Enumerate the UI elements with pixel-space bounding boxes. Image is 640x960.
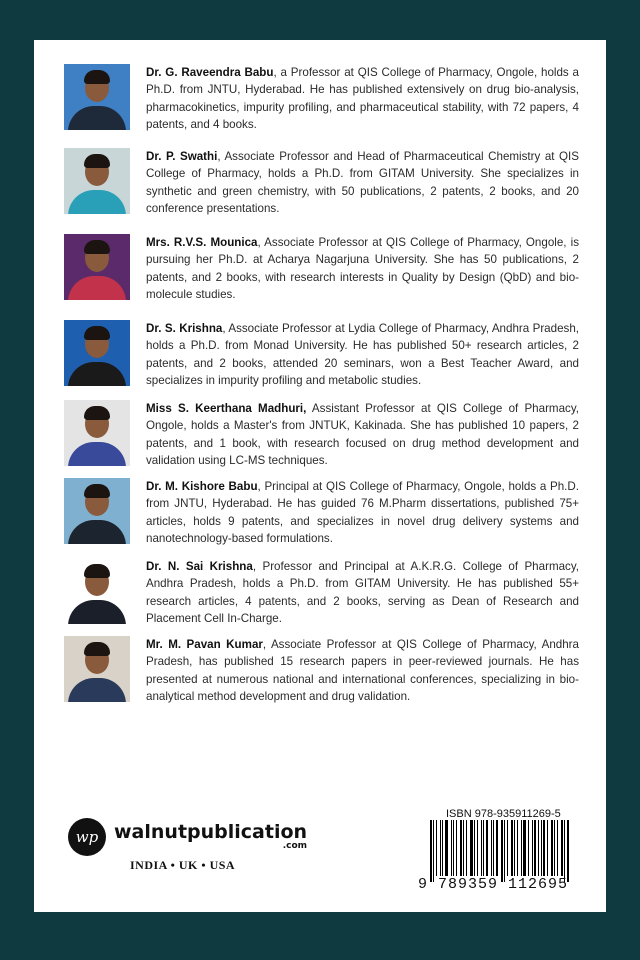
back-cover-panel — [34, 40, 606, 912]
barcode-bar — [554, 820, 555, 876]
author-name: Mrs. R.V.S. Mounica — [146, 236, 258, 249]
barcode-bar — [504, 820, 505, 882]
barcode-bar — [460, 820, 462, 876]
barcode-bar — [541, 820, 542, 876]
barcode-bar — [543, 820, 545, 876]
barcode-bar — [501, 820, 503, 882]
barcode-bar — [564, 820, 565, 882]
author-photo — [64, 636, 130, 702]
author-name: Mr. M. Pavan Kumar — [146, 638, 263, 651]
author-description: , Associate Professor at Lydia College of Pharmacy, Andhra Pradesh, holds a Ph.D. from Monad University. He has published 50+ research articles, 2 patents, and 2 books, attended 20 seminars, won a Best Teacher Award, and specializes in impurity profiling and metabolic studies. — [146, 322, 579, 388]
barcode-bar — [463, 820, 464, 876]
barcode-bar — [481, 820, 482, 876]
author-photo — [64, 558, 130, 624]
barcode-bar — [466, 820, 467, 876]
author-name: Dr. P. Swathi — [146, 150, 218, 163]
author-bio-1 — [64, 64, 579, 134]
author-bio-7 — [64, 558, 579, 628]
author-photo — [64, 400, 130, 466]
barcode-bar — [517, 820, 518, 876]
barcode-bar — [557, 820, 558, 876]
author-name: Dr. S. Krishna — [146, 322, 223, 335]
barcode-bar — [507, 820, 508, 876]
publisher-domain: .com — [282, 841, 308, 851]
author-bio-2 — [64, 148, 579, 218]
barcode-bar — [547, 820, 548, 876]
barcode-bar — [456, 820, 458, 876]
author-description: , a Professor at QIS College of Pharmacy, Ongole, holds a Ph.D. from JNTU, Hyderabad. He has published extensively on drug bio-analysis, pharmacokinetics, impurity profiling, and pharmaceutical stability, with 72 papers, 4 patents, and 4 books. — [146, 66, 579, 132]
walnut-logo-icon: wp — [68, 818, 106, 856]
barcode-bar — [430, 820, 432, 882]
barcode-bar — [528, 820, 529, 876]
author-bio-4 — [64, 320, 579, 390]
barcode-bar — [445, 820, 448, 876]
barcode-bar — [551, 820, 553, 876]
author-photo — [64, 64, 130, 130]
author-description: , Associate Professor at QIS College of Pharmacy, Andhra Pradesh, has published 15 research papers in peer-reviewed journals. He has presented at numerous national and international conferences, specializing in bio-analytical method development and drug validation. — [146, 638, 579, 704]
barcode-bar — [442, 820, 443, 876]
author-name: Dr. M. Kishore Babu — [146, 480, 258, 493]
author-bio-6 — [64, 478, 579, 548]
barcode-bar — [477, 820, 479, 876]
publisher-logo — [68, 818, 307, 856]
barcode-bar — [511, 820, 513, 876]
barcode-bar — [486, 820, 488, 876]
barcode-bar — [538, 820, 539, 876]
publisher-name: walnutpublication — [114, 821, 308, 843]
author-bio-8 — [64, 636, 579, 706]
barcode-bar — [436, 820, 437, 876]
author-name: Dr. N. Sai Krishna — [146, 560, 253, 573]
author-photo — [64, 148, 130, 214]
isbn-digits: 9 789359 112695 — [418, 876, 569, 893]
author-name: Dr. G. Raveendra Babu — [146, 66, 274, 79]
barcode-bar — [451, 820, 452, 876]
author-photo — [64, 320, 130, 386]
barcode-bar — [534, 820, 536, 876]
author-bio-3 — [64, 234, 579, 304]
barcode-bar — [496, 820, 499, 876]
author-description: , Principal at QIS College of Pharmacy, Ongole, holds a Ph.D. from JNTU, Hyderabad. He has guided 76 M.Pharm dissertations, published 75+ articles, holds 9 patents, and specializes in novel drug delivery systems and nanotechnology-based formulations. — [146, 480, 579, 546]
author-description: , Associate Professor at QIS College of Pharmacy, Ongole, is pursuing her Ph.D. at Acharya Nagarjuna University. She has 50 publications, 2 patents, and 2 books, with research interests in Quality by Design (QbD) and bio-molecule studies. — [146, 236, 579, 302]
publisher-countries: INDIA • UK • USA — [130, 858, 236, 872]
barcode-bar — [474, 820, 475, 876]
author-description: , Professor and Principal at A.K.R.G. College of Pharmacy, Andhra Pradesh, holds a Ph.D. from GITAM University. He has published 55+ research articles, 4 patents, and 2 books, serving as Dean of Research and Placement Cell In-Charge. — [146, 560, 579, 626]
barcode-bar — [561, 820, 564, 876]
author-name: Miss S. Keerthana Madhuri, — [146, 402, 307, 415]
author-photo — [64, 478, 130, 544]
author-bio-5 — [64, 400, 579, 470]
barcode-bar — [491, 820, 492, 876]
isbn-label: ISBN 978-935911269-5 — [446, 808, 561, 820]
author-photo — [64, 234, 130, 300]
barcode-bar — [470, 820, 473, 876]
author-description: Assistant Professor at QIS College of Pharmacy, Ongole, holds a Master's from JNTUK, Kakinada. She has published 10 papers, 2 patents, and 1 book, with research focused on drug method development and validation using LC-MS techniques. — [146, 402, 579, 468]
barcode-bar — [514, 820, 515, 876]
author-description: , Associate Professor and Head of Pharmaceutical Chemistry at QIS College of Pharmacy, holds a Ph.D. from GITAM University. She specializes in synthetic and green chemistry, with 50 publications, 2 patents, 2 books, and 20 conference presentations. — [146, 150, 579, 216]
barcode-bar — [523, 820, 526, 876]
barcode-bar — [521, 820, 523, 876]
barcode-bar — [440, 820, 442, 876]
barcode-bar — [453, 820, 454, 876]
barcode-bar — [483, 820, 484, 876]
barcode-bar — [532, 820, 533, 876]
barcode-bar — [433, 820, 434, 882]
barcode-bar — [567, 820, 569, 882]
barcode-bar — [493, 820, 494, 876]
